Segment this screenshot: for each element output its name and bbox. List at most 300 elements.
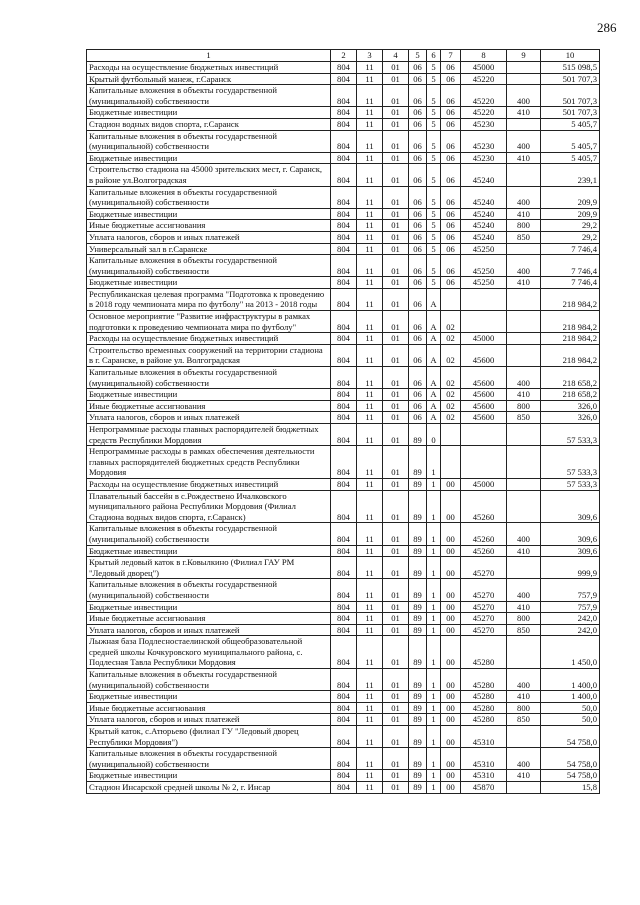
event-cell: 00 — [441, 669, 461, 691]
event-cell: 00 — [441, 770, 461, 782]
section-cell: 11 — [357, 277, 383, 289]
amount-cell: 757,9 — [541, 601, 600, 613]
event-cell: 00 — [441, 702, 461, 714]
direction-cell: 45240 — [461, 164, 507, 186]
subsection-cell: 01 — [383, 208, 409, 220]
amount-cell: 209,9 — [541, 186, 600, 208]
direction-cell: 45280 — [461, 702, 507, 714]
event-cell: 06 — [441, 130, 461, 152]
program-cell: 89 — [409, 601, 427, 613]
expense-type-cell — [507, 73, 541, 85]
table-row — [87, 478, 600, 490]
program-cell: 89 — [409, 523, 427, 545]
subsection-cell: 01 — [383, 446, 409, 479]
row-name-cell: Бюджетные инвестиции — [87, 389, 331, 401]
event-cell: 06 — [441, 255, 461, 277]
row-name-cell: Капитальные вложения в объекты государственной (муниципальной) собственности — [87, 367, 331, 389]
section-cell: 11 — [357, 73, 383, 85]
event-cell: 02 — [441, 412, 461, 424]
amount-cell: 57 533,3 — [541, 446, 600, 479]
subsection-cell: 01 — [383, 601, 409, 613]
program-cell: 89 — [409, 770, 427, 782]
subprogram-cell: 0 — [427, 424, 441, 446]
direction-cell: 45600 — [461, 389, 507, 401]
direction-cell: 45270 — [461, 601, 507, 613]
row-name-cell: Иные бюджетные ассигнования — [87, 613, 331, 625]
direction-cell: 45310 — [461, 770, 507, 782]
expense-type-cell — [507, 478, 541, 490]
event-cell: 06 — [441, 277, 461, 289]
row-name-cell: Расходы на осуществление бюджетных инвестиций — [87, 62, 331, 74]
row-name-cell: Капитальные вложения в объекты государственной (муниципальной) собственности — [87, 255, 331, 277]
table-row — [87, 636, 600, 669]
amount-cell: 757,9 — [541, 579, 600, 601]
subprogram-cell: 1 — [427, 446, 441, 479]
program-cell: 89 — [409, 424, 427, 446]
subsection-cell: 01 — [383, 311, 409, 333]
ministry-code-cell: 804 — [331, 220, 357, 232]
subsection-cell: 01 — [383, 288, 409, 310]
ministry-code-cell: 804 — [331, 367, 357, 389]
program-cell: 06 — [409, 288, 427, 310]
program-cell: 06 — [409, 62, 427, 74]
event-cell: 06 — [441, 220, 461, 232]
event-cell: 06 — [441, 62, 461, 74]
direction-cell: 45240 — [461, 220, 507, 232]
ministry-code-cell: 804 — [331, 523, 357, 545]
expense-type-cell — [507, 446, 541, 479]
direction-cell: 45600 — [461, 344, 507, 366]
subsection-cell: 01 — [383, 62, 409, 74]
table-row — [87, 288, 600, 310]
table-row — [87, 107, 600, 119]
subprogram-cell: 5 — [427, 231, 441, 243]
row-name-cell: Иные бюджетные ассигнования — [87, 400, 331, 412]
program-cell: 06 — [409, 130, 427, 152]
event-cell: 00 — [441, 624, 461, 636]
direction-cell: 45260 — [461, 545, 507, 557]
row-name-cell: Стадион водных видов спорта, г.Саранск — [87, 118, 331, 130]
subprogram-cell: 1 — [427, 601, 441, 613]
section-cell: 11 — [357, 152, 383, 164]
amount-cell: 218 984,2 — [541, 288, 600, 310]
direction-cell: 45250 — [461, 255, 507, 277]
subsection-cell: 01 — [383, 782, 409, 794]
ministry-code-cell: 804 — [331, 601, 357, 613]
subsection-cell: 01 — [383, 400, 409, 412]
table-row — [87, 490, 600, 523]
table-row — [87, 186, 600, 208]
row-name-cell: Расходы на осуществление бюджетных инвестиций — [87, 333, 331, 345]
subprogram-cell: А — [427, 311, 441, 333]
direction-cell: 45240 — [461, 186, 507, 208]
table-row — [87, 400, 600, 412]
program-cell: 06 — [409, 208, 427, 220]
section-cell: 11 — [357, 208, 383, 220]
table-row — [87, 333, 600, 345]
expense-type-cell: 400 — [507, 669, 541, 691]
subprogram-cell: 5 — [427, 277, 441, 289]
program-cell: 06 — [409, 344, 427, 366]
ministry-code-cell: 804 — [331, 208, 357, 220]
subsection-cell: 01 — [383, 73, 409, 85]
event-cell: 06 — [441, 152, 461, 164]
section-cell: 11 — [357, 164, 383, 186]
table-row — [87, 62, 600, 74]
subprogram-cell: 5 — [427, 130, 441, 152]
table-body — [87, 62, 600, 794]
expense-type-cell — [507, 288, 541, 310]
section-cell: 11 — [357, 557, 383, 579]
ministry-code-cell: 804 — [331, 424, 357, 446]
amount-cell: 1 400,0 — [541, 669, 600, 691]
ministry-code-cell: 804 — [331, 389, 357, 401]
subsection-cell: 01 — [383, 557, 409, 579]
event-cell: 06 — [441, 243, 461, 255]
section-cell: 11 — [357, 490, 383, 523]
section-cell: 11 — [357, 669, 383, 691]
subsection-cell: 01 — [383, 277, 409, 289]
subsection-cell: 01 — [383, 164, 409, 186]
ministry-code-cell: 804 — [331, 748, 357, 770]
direction-cell: 45870 — [461, 782, 507, 794]
column-header: 4 — [383, 50, 409, 62]
section-cell: 11 — [357, 231, 383, 243]
section-cell: 11 — [357, 636, 383, 669]
amount-cell: 50,0 — [541, 714, 600, 726]
subsection-cell: 01 — [383, 714, 409, 726]
section-cell: 11 — [357, 523, 383, 545]
amount-cell: 999,9 — [541, 557, 600, 579]
table-row — [87, 367, 600, 389]
budget-table — [86, 49, 600, 794]
table-row — [87, 579, 600, 601]
amount-cell: 218 658,2 — [541, 367, 600, 389]
amount-cell: 1 400,0 — [541, 691, 600, 703]
subsection-cell: 01 — [383, 579, 409, 601]
expense-type-cell — [507, 243, 541, 255]
amount-cell: 309,6 — [541, 490, 600, 523]
amount-cell: 309,6 — [541, 523, 600, 545]
direction-cell: 45280 — [461, 691, 507, 703]
expense-type-cell: 400 — [507, 130, 541, 152]
section-cell: 11 — [357, 412, 383, 424]
event-cell: 00 — [441, 714, 461, 726]
direction-cell: 45220 — [461, 73, 507, 85]
amount-cell: 15,8 — [541, 782, 600, 794]
event-cell: 02 — [441, 344, 461, 366]
program-cell: 06 — [409, 367, 427, 389]
expense-type-cell — [507, 344, 541, 366]
direction-cell: 45270 — [461, 557, 507, 579]
ministry-code-cell: 804 — [331, 118, 357, 130]
program-cell: 06 — [409, 277, 427, 289]
subsection-cell: 01 — [383, 412, 409, 424]
row-name-cell: Строительство стадиона на 45000 зрительских мест, г. Саранск, в районе ул.Волгоградская — [87, 164, 331, 186]
event-cell: 00 — [441, 545, 461, 557]
event-cell: 00 — [441, 691, 461, 703]
amount-cell: 309,6 — [541, 545, 600, 557]
section-cell: 11 — [357, 748, 383, 770]
table-row — [87, 691, 600, 703]
section-cell: 11 — [357, 389, 383, 401]
table-row — [87, 152, 600, 164]
direction-cell: 45310 — [461, 748, 507, 770]
row-name-cell: Непрограммные расходы в рамках обеспечения деятельности главных распорядителей бюджетных средств Республики Мордовия — [87, 446, 331, 479]
direction-cell — [461, 288, 507, 310]
subprogram-cell: А — [427, 400, 441, 412]
row-name-cell: Непрограммные расходы главных распорядителей бюджетных средств Республики Мордовия — [87, 424, 331, 446]
row-name-cell: Стадион Инсарской средней школы № 2, г. Инсар — [87, 782, 331, 794]
direction-cell: 45270 — [461, 613, 507, 625]
program-cell: 06 — [409, 107, 427, 119]
program-cell: 89 — [409, 446, 427, 479]
ministry-code-cell: 804 — [331, 691, 357, 703]
direction-cell: 45220 — [461, 107, 507, 119]
column-header: 10 — [541, 50, 600, 62]
table-row — [87, 748, 600, 770]
subprogram-cell: 1 — [427, 523, 441, 545]
ministry-code-cell: 804 — [331, 231, 357, 243]
column-header: 1 — [87, 50, 331, 62]
expense-type-cell: 400 — [507, 579, 541, 601]
expense-type-cell — [507, 424, 541, 446]
event-cell: 02 — [441, 311, 461, 333]
subsection-cell: 01 — [383, 85, 409, 107]
subsection-cell: 01 — [383, 231, 409, 243]
table-row — [87, 220, 600, 232]
program-cell: 06 — [409, 85, 427, 107]
ministry-code-cell: 804 — [331, 478, 357, 490]
row-name-cell: Капитальные вложения в объекты государственной (муниципальной) собственности — [87, 748, 331, 770]
section-cell: 11 — [357, 118, 383, 130]
amount-cell: 29,2 — [541, 220, 600, 232]
section-cell: 11 — [357, 344, 383, 366]
subprogram-cell: 1 — [427, 613, 441, 625]
row-name-cell: Строительство временных сооружений на территории стадиона в г. Саранске, в районе ул. Волгоградская — [87, 344, 331, 366]
ministry-code-cell: 804 — [331, 311, 357, 333]
row-name-cell: Капитальные вложения в объекты государственной (муниципальной) собственности — [87, 186, 331, 208]
row-name-cell: Бюджетные инвестиции — [87, 277, 331, 289]
event-cell: 00 — [441, 579, 461, 601]
subprogram-cell: 5 — [427, 152, 441, 164]
row-name-cell: Уплата налогов, сборов и иных платежей — [87, 714, 331, 726]
amount-cell: 50,0 — [541, 702, 600, 714]
ministry-code-cell: 804 — [331, 62, 357, 74]
subsection-cell: 01 — [383, 118, 409, 130]
column-header: 7 — [441, 50, 461, 62]
subprogram-cell: 5 — [427, 243, 441, 255]
ministry-code-cell: 804 — [331, 243, 357, 255]
event-cell: 00 — [441, 748, 461, 770]
program-cell: 89 — [409, 557, 427, 579]
section-cell: 11 — [357, 107, 383, 119]
subprogram-cell: А — [427, 412, 441, 424]
section-cell: 11 — [357, 579, 383, 601]
subsection-cell: 01 — [383, 748, 409, 770]
event-cell — [441, 288, 461, 310]
ministry-code-cell: 804 — [331, 636, 357, 669]
direction-cell: 45280 — [461, 669, 507, 691]
amount-cell: 57 533,3 — [541, 424, 600, 446]
subsection-cell: 01 — [383, 770, 409, 782]
expense-type-cell — [507, 62, 541, 74]
column-header: 9 — [507, 50, 541, 62]
column-header: 2 — [331, 50, 357, 62]
ministry-code-cell: 804 — [331, 557, 357, 579]
section-cell: 11 — [357, 726, 383, 748]
expense-type-cell: 800 — [507, 702, 541, 714]
section-cell: 11 — [357, 400, 383, 412]
amount-cell: 242,0 — [541, 624, 600, 636]
expense-type-cell: 800 — [507, 400, 541, 412]
subsection-cell: 01 — [383, 490, 409, 523]
row-name-cell: Капитальные вложения в объекты государственной (муниципальной) собственности — [87, 669, 331, 691]
program-cell: 89 — [409, 624, 427, 636]
event-cell: 06 — [441, 73, 461, 85]
event-cell: 06 — [441, 164, 461, 186]
ministry-code-cell: 804 — [331, 186, 357, 208]
table-row — [87, 523, 600, 545]
program-cell: 89 — [409, 691, 427, 703]
amount-cell: 5 405,7 — [541, 118, 600, 130]
program-cell: 06 — [409, 333, 427, 345]
subsection-cell: 01 — [383, 152, 409, 164]
direction-cell: 45270 — [461, 579, 507, 601]
amount-cell: 218 984,2 — [541, 344, 600, 366]
section-cell: 11 — [357, 601, 383, 613]
page-number: 286 — [597, 20, 617, 35]
program-cell: 06 — [409, 164, 427, 186]
section-cell: 11 — [357, 62, 383, 74]
expense-type-cell: 400 — [507, 367, 541, 389]
event-cell: 00 — [441, 478, 461, 490]
row-name-cell: Иные бюджетные ассигнования — [87, 220, 331, 232]
amount-cell: 515 098,5 — [541, 62, 600, 74]
row-name-cell: Капитальные вложения в объекты государственной (муниципальной) собственности — [87, 130, 331, 152]
row-name-cell: Крытый ледовый каток в г.Ковылкино (Филиал ГАУ РМ "Ледовый дворец") — [87, 557, 331, 579]
row-name-cell: Расходы на осуществление бюджетных инвестиций — [87, 478, 331, 490]
expense-type-cell: 410 — [507, 545, 541, 557]
ministry-code-cell: 804 — [331, 164, 357, 186]
amount-cell: 29,2 — [541, 231, 600, 243]
direction-cell: 45280 — [461, 636, 507, 669]
expense-type-cell — [507, 490, 541, 523]
row-name-cell: Плавательный бассейн в с.Рождествено Ичалковского муниципального района Республики Мордовия (Филиал Стадиона водных видов спорта, г.Саранск) — [87, 490, 331, 523]
direction-cell — [461, 424, 507, 446]
expense-type-cell: 410 — [507, 770, 541, 782]
expense-type-cell: 410 — [507, 107, 541, 119]
direction-cell: 45220 — [461, 85, 507, 107]
table-row — [87, 446, 600, 479]
amount-cell: 501 707,3 — [541, 85, 600, 107]
direction-cell — [461, 446, 507, 479]
row-name-cell: Лыжная база Подлесностаелинской общеобразовательной средней школы Кочкуровского муниципального района, с. Подлесная Тавла Республики Мордовия — [87, 636, 331, 669]
subprogram-cell: 5 — [427, 164, 441, 186]
table-row — [87, 726, 600, 748]
subsection-cell: 01 — [383, 107, 409, 119]
subsection-cell: 01 — [383, 669, 409, 691]
section-cell: 11 — [357, 311, 383, 333]
event-cell: 02 — [441, 389, 461, 401]
subprogram-cell: 5 — [427, 85, 441, 107]
row-name-cell: Бюджетные инвестиции — [87, 601, 331, 613]
table-row — [87, 613, 600, 625]
program-cell: 06 — [409, 152, 427, 164]
column-header: 5 — [409, 50, 427, 62]
program-cell: 06 — [409, 118, 427, 130]
ministry-code-cell: 804 — [331, 446, 357, 479]
event-cell: 06 — [441, 85, 461, 107]
row-name-cell: Капитальные вложения в объекты государственной (муниципальной) собственности — [87, 85, 331, 107]
row-name-cell: Уплата налогов, сборов и иных платежей — [87, 412, 331, 424]
row-name-cell: Уплата налогов, сборов и иных платежей — [87, 624, 331, 636]
expense-type-cell: 850 — [507, 624, 541, 636]
program-cell: 06 — [409, 412, 427, 424]
direction-cell: 45000 — [461, 478, 507, 490]
expense-type-cell: 410 — [507, 691, 541, 703]
ministry-code-cell: 804 — [331, 130, 357, 152]
event-cell: 00 — [441, 523, 461, 545]
subprogram-cell: А — [427, 389, 441, 401]
program-cell: 89 — [409, 545, 427, 557]
subsection-cell: 01 — [383, 255, 409, 277]
event-cell: 06 — [441, 231, 461, 243]
subprogram-cell: 1 — [427, 748, 441, 770]
subprogram-cell: А — [427, 367, 441, 389]
ministry-code-cell: 804 — [331, 107, 357, 119]
expense-type-cell: 410 — [507, 277, 541, 289]
program-cell: 89 — [409, 669, 427, 691]
table-row — [87, 208, 600, 220]
subprogram-cell: 1 — [427, 557, 441, 579]
subsection-cell: 01 — [383, 613, 409, 625]
ministry-code-cell: 804 — [331, 726, 357, 748]
program-cell: 89 — [409, 748, 427, 770]
row-name-cell: Уплата налогов, сборов и иных платежей — [87, 231, 331, 243]
event-cell: 00 — [441, 601, 461, 613]
subsection-cell: 01 — [383, 389, 409, 401]
subsection-cell: 01 — [383, 478, 409, 490]
expense-type-cell: 410 — [507, 152, 541, 164]
subsection-cell: 01 — [383, 243, 409, 255]
subprogram-cell: 1 — [427, 782, 441, 794]
section-cell: 11 — [357, 255, 383, 277]
row-name-cell: Иные бюджетные ассигнования — [87, 702, 331, 714]
event-cell: 02 — [441, 400, 461, 412]
amount-cell: 239,1 — [541, 164, 600, 186]
expense-type-cell: 850 — [507, 231, 541, 243]
program-cell: 89 — [409, 490, 427, 523]
table-row — [87, 601, 600, 613]
expense-type-cell — [507, 311, 541, 333]
direction-cell: 45600 — [461, 367, 507, 389]
expense-type-cell: 850 — [507, 412, 541, 424]
row-name-cell: Универсальный зал в г.Саранске — [87, 243, 331, 255]
table-row — [87, 73, 600, 85]
direction-cell: 45600 — [461, 412, 507, 424]
section-cell: 11 — [357, 186, 383, 208]
section-cell: 11 — [357, 333, 383, 345]
ministry-code-cell: 804 — [331, 702, 357, 714]
table-row — [87, 770, 600, 782]
ministry-code-cell: 804 — [331, 277, 357, 289]
subprogram-cell: 1 — [427, 714, 441, 726]
direction-cell: 45310 — [461, 726, 507, 748]
ministry-code-cell: 804 — [331, 624, 357, 636]
section-cell: 11 — [357, 702, 383, 714]
expense-type-cell — [507, 164, 541, 186]
